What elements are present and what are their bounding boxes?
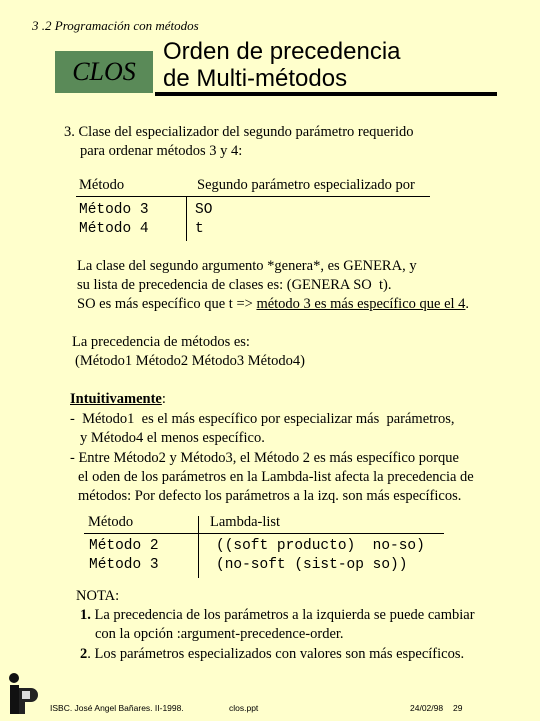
university-logo-icon [6,672,38,716]
para1-line2: su lista de precedencia de clases es: (GENERA SO t). [77,277,392,293]
para2-line2: (Método1 Método2 Método3 Método4) [75,353,305,369]
para1-line1: La clase del segundo argumento *genera*, es GENERA, y [77,258,417,274]
nota-item1-line2: con la opción :argument-precedence-order. [95,626,344,642]
para3-line2: y Método4 el menos específico. [80,430,265,446]
table1-header-rule [76,196,430,197]
para3-line5: métodos: Por defecto los parámetros a la izq. son más específicos. [78,488,462,504]
para1-line3 [77,295,469,314]
table1-row2-spec: t [195,221,204,237]
section-title: 3 .2 Programación con métodos [32,18,199,33]
para3-heading [70,390,166,409]
para1-conclusion: método 3 es más específico que el 4 [256,296,466,312]
table1-divider [186,196,187,241]
table1-header-method: Método [79,177,125,193]
table2-row1-lambda: ((soft producto) no-so) [216,538,425,554]
nota-item2-num: 2 [80,646,88,662]
table1-row1-spec: SO [195,202,213,218]
para1-line3-a: SO es más específico que t => [77,296,257,312]
footer-page-number: 29 [453,703,463,713]
para3-line1: - Método1 es el más específico por especializar más parámetros, [70,411,455,427]
table1-header-spec: Segundo parámetro especializado por [197,177,415,193]
table2-header-lambda: Lambda-list [210,514,281,530]
nota-item2-text: . Los parámetros especializados con valores son más específicos. [87,646,465,662]
para3-heading-text: Intuitivamente [70,391,162,407]
footer-author: ISBC. José Angel Bañares. II-1998. [50,703,184,713]
table2-header-rule [84,533,444,534]
nota-item2-line1 [80,645,464,664]
table1-row2-method: Método 4 [79,221,149,237]
footer-date: 24/02/98 [410,703,444,713]
table1-row1-method: Método 3 [79,202,149,218]
para3-line3: - Entre Método2 y Método3, el Método 2 es más específico porque [70,450,459,466]
para3-line4: el oden de los parámetros en la Lambda-list afecta la precedencia de [78,469,474,485]
slide-title [163,38,401,92]
footer-file: clos.ppt [229,703,259,713]
slide-title-line2: de Multi-métodos [163,65,348,92]
nota-item1-line1 [80,606,475,625]
para3-heading-suffix: : [161,391,166,407]
nota-heading: NOTA: [76,588,120,604]
table2-header-method: Método [88,514,134,530]
nota-item1-num: 1. [80,607,91,623]
nota-item1-text: La precedencia de los parámetros a la izquierda se puede cambiar [90,607,475,623]
table2-row2-lambda: (no-soft (sist-op so)) [216,557,408,573]
para2-line1: La precedencia de métodos es: [72,334,250,350]
clos-logo [55,51,153,93]
slide-title-line1: Orden de precedencia [163,38,401,65]
intro-line2: para ordenar métodos 3 y 4: [80,143,243,159]
intro-line1: 3. Clase del especializador del segundo parámetro requerido [64,124,414,140]
table2-divider [198,516,199,578]
para1-line3-c: . [465,296,470,312]
table2-row1-method: Método 2 [89,538,159,554]
table2-row2-method: Método 3 [89,557,159,573]
title-underline [155,92,497,96]
clos-logo-text: CLOS [72,57,136,86]
